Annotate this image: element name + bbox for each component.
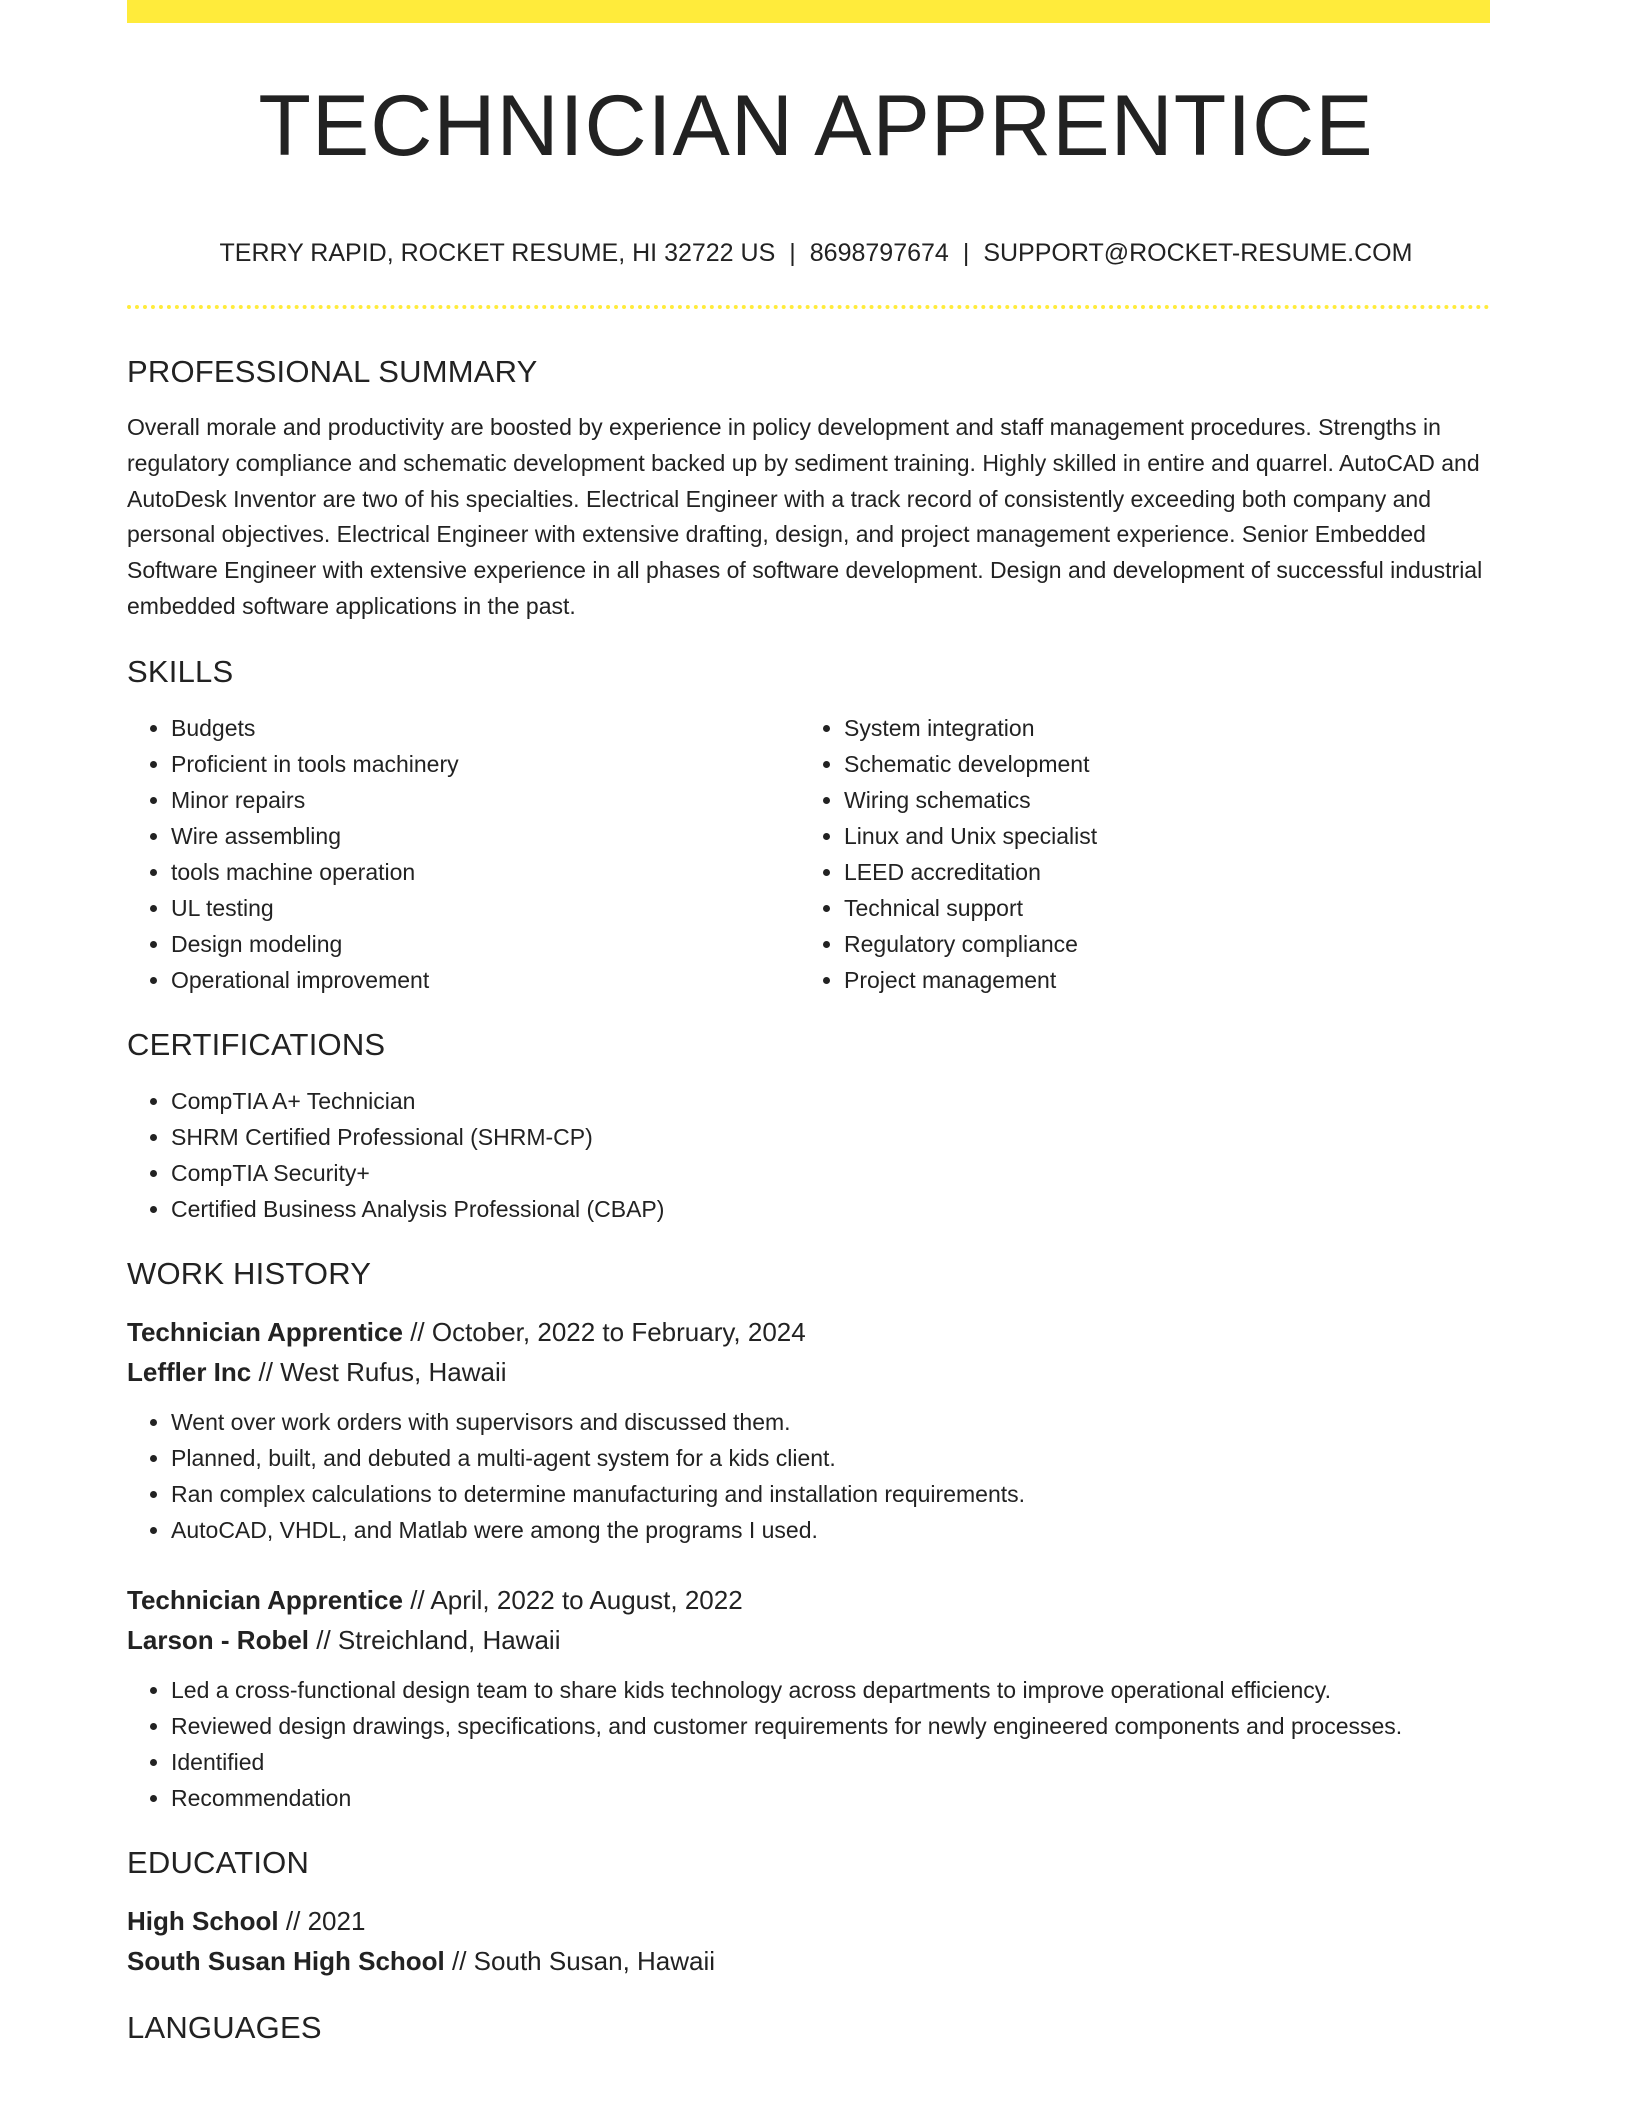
- work-history-heading: WORK HISTORY: [127, 1255, 372, 1291]
- job-bullets: [127, 1672, 1490, 1816]
- job-bullet: • Went over work orders with supervisors and discussed them.: [171, 1404, 1490, 1440]
- contact-separator: |: [962, 239, 970, 267]
- job-dates: // October, 2022 to February, 2024: [410, 1316, 806, 1347]
- contact-separator: |: [789, 239, 796, 267]
- education-location: // South Susan, Hawaii: [452, 1945, 716, 1976]
- skills-left-list: [127, 710, 800, 998]
- job-company-line: [127, 1620, 1490, 1660]
- education-school-line: [127, 1941, 1490, 1981]
- education-school: South Susan High School: [127, 1945, 445, 1976]
- job-bullet: • Identified: [171, 1744, 1490, 1780]
- job-bullet: • Led a cross-functional design team to share kids technology across departments to improve operational efficiency.: [171, 1672, 1490, 1708]
- skill-item: • UL testing: [171, 890, 800, 926]
- education-heading: EDUCATION: [127, 1844, 310, 1880]
- education-degree-line: [127, 1901, 1490, 1941]
- job-dates: // April, 2022 to August, 2022: [410, 1584, 743, 1615]
- job-bullet: • AutoCAD, VHDL, and Matlab were among the programs I used.: [171, 1512, 1490, 1548]
- job-location: // West Rufus, Hawaii: [258, 1356, 507, 1387]
- education-entry: [127, 1901, 1490, 1981]
- skill-item: • Technical support: [844, 890, 1473, 926]
- page-title: TECHNICIAN APPRENTICE: [258, 78, 1374, 174]
- certifications-heading: CERTIFICATIONS: [127, 1026, 386, 1062]
- top-accent-bar: [127, 0, 1490, 23]
- job-bullets: [127, 1404, 1490, 1548]
- header-divider: [127, 305, 1490, 309]
- skill-item: • Proficient in tools machinery: [171, 746, 800, 782]
- contact-email: SUPPORT@ROCKET-RESUME.COM: [983, 239, 1413, 267]
- certification-item: • CompTIA A+ Technician: [171, 1083, 1490, 1119]
- job-title: Technician Apprentice: [127, 1584, 403, 1615]
- skill-item: • Linux and Unix specialist: [844, 818, 1473, 854]
- skill-item: • Minor repairs: [171, 782, 800, 818]
- summary-heading: PROFESSIONAL SUMMARY: [127, 354, 538, 389]
- job-bullet: • Ran complex calculations to determine manufacturing and installation requirements.: [171, 1476, 1490, 1512]
- job-title-line: [127, 1312, 1490, 1352]
- certification-item: • Certified Business Analysis Professional (CBAP): [171, 1191, 1490, 1227]
- job-bullet: • Planned, built, and debuted a multi-agent system for a kids client.: [171, 1440, 1490, 1476]
- job-title-line: [127, 1580, 1490, 1620]
- skills-left-column: [127, 710, 800, 998]
- languages-heading: LANGUAGES: [127, 2009, 322, 2045]
- skills-heading: SKILLS: [127, 653, 234, 689]
- contact-line: [0, 238, 1632, 268]
- skills-columns: [127, 710, 1490, 998]
- skill-item: • tools machine operation: [171, 854, 800, 890]
- job-company-line: [127, 1352, 1490, 1392]
- skills-right-list: [800, 710, 1473, 998]
- job-company: Leffler Inc: [127, 1356, 252, 1387]
- certification-item: • CompTIA Security+: [171, 1155, 1490, 1191]
- skill-item: • System integration: [844, 710, 1473, 746]
- job-location: // Streichland, Hawaii: [316, 1624, 561, 1655]
- certification-item: • SHRM Certified Professional (SHRM-CP): [171, 1119, 1490, 1155]
- education-degree: High School: [127, 1905, 279, 1936]
- skill-item: • Budgets: [171, 710, 800, 746]
- skill-item: • Wiring schematics: [844, 782, 1473, 818]
- job-entry: [127, 1312, 1490, 1548]
- summary-text: Overall morale and productivity are boosted by experience in policy development and staff management procedures. Strengths in regulatory compliance and schematic development backed up by sediment training. Highly skilled in entire and quarrel. AutoCAD and AutoDesk Inventor are two of his specialties. Electrical Engineer with a track record of consistently exceeding both company and personal objectives. Electrical Engineer with extensive drafting, design, and project management experience. Senior Embedded Software Engineer with extensive experience in all phases of software development. Design and development of successful industrial embedded software applications in the past.: [127, 414, 1483, 619]
- job-title: Technician Apprentice: [127, 1316, 403, 1347]
- contact-phone: 8698797674: [809, 239, 949, 267]
- job-company: Larson - Robel: [127, 1624, 310, 1655]
- skill-item: • Design modeling: [171, 926, 800, 962]
- skill-item: • Project management: [844, 962, 1473, 998]
- certifications-list: [127, 1083, 1490, 1227]
- job-bullet: • Recommendation: [171, 1780, 1490, 1816]
- resume-content: [127, 352, 1490, 2048]
- skill-item: • Wire assembling: [171, 818, 800, 854]
- skill-item: • Operational improvement: [171, 962, 800, 998]
- job-bullet: • Reviewed design drawings, specifications, and customer requirements for newly engineered components and processes.: [171, 1708, 1490, 1744]
- job-entry: [127, 1580, 1490, 1816]
- skills-right-column: [800, 710, 1473, 998]
- skill-item: • Regulatory compliance: [844, 926, 1473, 962]
- education-year: // 2021: [285, 1905, 366, 1936]
- skill-item: • Schematic development: [844, 746, 1473, 782]
- skill-item: • LEED accreditation: [844, 854, 1473, 890]
- contact-address: TERRY RAPID, ROCKET RESUME, HI 32722 US: [219, 239, 776, 267]
